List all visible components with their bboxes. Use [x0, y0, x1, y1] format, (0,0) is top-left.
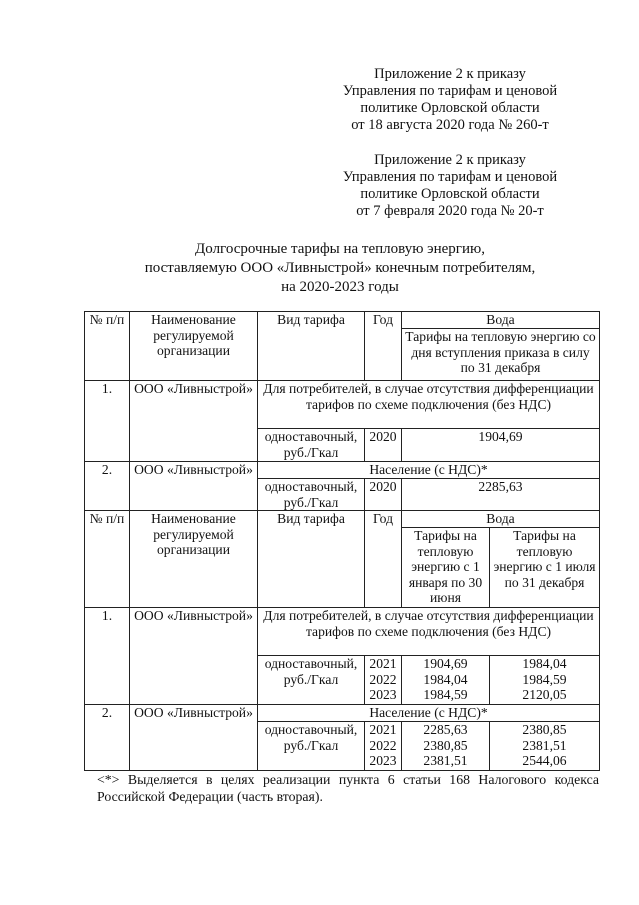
col-header-year: Год: [365, 511, 402, 608]
year: 2022: [369, 671, 397, 687]
col-subheader-tariff-period: Тарифы на тепловую энергию со дня вступления приказа в силу по 31 декабря: [402, 329, 600, 381]
row-values-first-half: [402, 722, 490, 771]
row-year: 2020: [365, 479, 402, 511]
row-years: [365, 722, 402, 771]
col-header-org: Наименование регулируемой организации: [130, 511, 258, 608]
row-org: ООО «Ливныстрой»: [130, 381, 258, 462]
row-value: 2285,63: [402, 479, 600, 511]
value: 1984,59: [423, 687, 468, 702]
row-tariff-type: одноставочный, руб./Гкал: [258, 656, 365, 705]
row-values-second-half: [490, 722, 600, 771]
value: 2120,05: [522, 687, 567, 702]
row-tariff-type: одноставочный, руб./Гкал: [258, 722, 365, 771]
row-values-first-half: [402, 656, 490, 705]
section-label-consumers: Для потребителей, в случае отсутствия дифференциации тарифов по схеме подключения (без НДС): [258, 381, 600, 429]
col-subheader-first-half: Тарифы на тепловую энергию с 1 января по 30 июня: [402, 528, 490, 608]
value: 2285,63: [423, 722, 468, 737]
value: 1904,69: [423, 656, 468, 671]
section-label-population: Население (с НДС)*: [258, 705, 600, 722]
row-org: ООО «Ливныстрой»: [130, 608, 258, 705]
value: 2381,51: [522, 737, 567, 753]
year: 2021: [369, 656, 397, 671]
col-header-water: Вода: [402, 312, 600, 329]
header-line: Управления по тарифам и ценовой: [342, 169, 558, 185]
year: 2023: [369, 753, 397, 768]
row-num: 2.: [85, 462, 130, 511]
row-year: 2020: [365, 429, 402, 462]
footnote-line-1: [97, 771, 599, 788]
year: 2022: [369, 737, 397, 753]
col-header-year: Год: [365, 312, 402, 381]
col-header-type: Вид тарифа: [258, 312, 365, 381]
header-line: Приложение 2 к приказу: [374, 66, 526, 82]
header-line: Управления по тарифам и ценовой: [342, 83, 558, 99]
footnote-mark: <*>: [97, 772, 120, 787]
section-label-consumers: Для потребителей, в случае отсутствия дифференциации тарифов по схеме подключения (без НДС): [258, 608, 600, 656]
header-line: от 18 августа 2020 года № 260-т: [351, 117, 549, 133]
header-line: политике Орловской области: [360, 100, 540, 116]
footnote-text: Выделяется в целях реализации пункта 6 статьи 168 Налогового кодекса: [127, 772, 599, 787]
value: 1984,04: [423, 671, 468, 687]
row-num: 1.: [85, 608, 130, 705]
header-line: от 7 февраля 2020 года № 20-т: [356, 203, 544, 219]
title-line: Долгосрочные тарифы на тепловую энергию,: [195, 241, 485, 257]
header-line: политике Орловской области: [360, 186, 540, 202]
value: 2544,06: [522, 753, 567, 768]
value: 1984,59: [522, 671, 567, 687]
footnote: [97, 771, 599, 805]
col-header-org: Наименование регулируемой организации: [130, 312, 258, 381]
row-org: ООО «Ливныстрой»: [130, 705, 258, 771]
section-label-population: Население (с НДС)*: [258, 462, 600, 479]
value: 2380,85: [423, 737, 468, 753]
order-reference-header-1: [300, 66, 600, 134]
col-header-num: № п/п: [85, 511, 130, 608]
year: 2023: [369, 687, 397, 702]
col-header-water: Вода: [402, 511, 600, 528]
title-line: на 2020-2023 годы: [281, 279, 399, 295]
document-title: [60, 240, 620, 297]
row-num: 1.: [85, 381, 130, 462]
year: 2021: [369, 722, 397, 737]
tariff-table-2021-2023: [84, 510, 600, 771]
col-subheader-second-half: Тарифы на тепловую энергию с 1 июля по 31 декабря: [490, 528, 600, 608]
row-tariff-type: одноставочный, руб./Гкал: [258, 479, 365, 511]
tariff-table-2020: [84, 311, 600, 511]
value: 2381,51: [423, 753, 468, 768]
value: 1984,04: [522, 656, 567, 671]
col-header-num: № п/п: [85, 312, 130, 381]
header-line: Приложение 2 к приказу: [374, 152, 526, 168]
row-value: 1904,69: [402, 429, 600, 462]
col-header-type: Вид тарифа: [258, 511, 365, 608]
value: 2380,85: [522, 722, 567, 737]
row-tariff-type: одноставочный, руб./Гкал: [258, 429, 365, 462]
row-years: [365, 656, 402, 705]
row-values-second-half: [490, 656, 600, 705]
footnote-line-2: Российской Федерации (часть вторая).: [97, 789, 323, 804]
row-org: ООО «Ливныстрой»: [130, 462, 258, 511]
title-line: поставляемую ООО «Ливныстрой» конечным потребителям,: [144, 260, 536, 276]
row-num: 2.: [85, 705, 130, 771]
order-reference-header-2: [300, 152, 600, 220]
